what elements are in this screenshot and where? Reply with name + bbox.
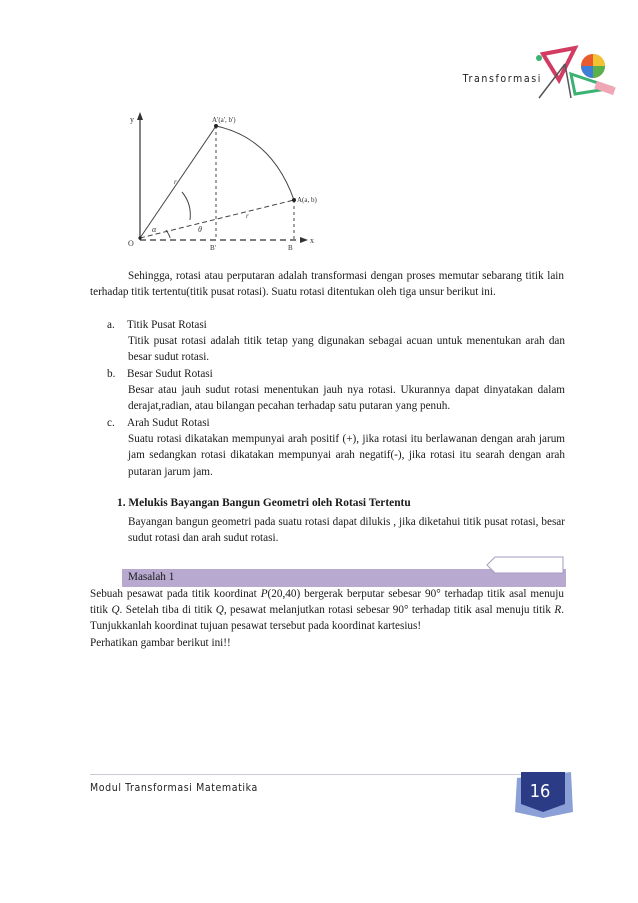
label-r1: r bbox=[174, 178, 177, 186]
item-description: Besar atau jauh sudut rotasi menentukan jauh nya rotasi. Ukurannya dapat dinyatakan dalam derajat,radian, atau bilangan pecahan terhadap satu putaran yang penuh. bbox=[128, 384, 565, 413]
label-r2: r bbox=[246, 212, 249, 220]
item-letter: c. bbox=[107, 417, 115, 429]
tab-arrow-shape bbox=[485, 555, 565, 575]
footer-divider bbox=[90, 774, 570, 775]
intro-paragraph: Sehingga, rotasi atau perputaran adalah transformasi dengan proses memutar sebarang titik lain terhadap titik tertentu(titik pusat rotasi). Suatu rotasi ditentukan oleh tiga unsur berikut ini. bbox=[90, 270, 564, 299]
math-tools-illustration bbox=[535, 44, 620, 100]
section-heading bbox=[117, 497, 411, 509]
label-a-prime: A'(a', b') bbox=[212, 116, 236, 124]
label-y: y bbox=[130, 115, 134, 124]
label-b: B bbox=[288, 244, 293, 252]
problem-text: . Tunjukkanlah koordinat tujuan pesawat tersebut pada koordinat kartesius! bbox=[90, 604, 564, 633]
label-alpha: α bbox=[152, 225, 157, 234]
problem-instruction: Perhatikan gambar berikut ini!! bbox=[90, 636, 231, 649]
label-b-prime: B' bbox=[210, 244, 216, 252]
section-heading-text: Melukis Bayangan Bangun Geometri oleh Rotasi Tertentu bbox=[128, 497, 411, 509]
list-item bbox=[107, 415, 567, 480]
problem-text: , pesawat melanjutkan rotasi sebesar 90° terhadap titik asal menuju titik bbox=[223, 604, 555, 617]
section-body: Bayangan bangun geometri pada suatu rotasi dapat dilukis , jika diketahui titik pusat rotasi, besar sudut rotasi dan arah sudut rotasi. bbox=[128, 516, 565, 545]
problem-text: . Setelah tiba di titik bbox=[119, 604, 216, 617]
item-title: Arah Sudut Rotasi bbox=[127, 417, 210, 429]
list-item bbox=[107, 366, 567, 415]
list-item bbox=[107, 317, 567, 366]
section-number: 1. bbox=[117, 497, 126, 509]
label-origin: O bbox=[128, 239, 134, 248]
problem-text: Sebuah pesawat pada titik koordinat bbox=[90, 588, 261, 600]
problem-paragraph bbox=[90, 586, 564, 651]
item-description: Suatu rotasi dikatakan mempunyai arah positif (+), jika rotasi itu berlawanan dengan arah jarum jam sedangkan rotasi dikatakan mempunyai arah negatif(-), jika rotasi itu searah dengan arah putaran jarum jam. bbox=[128, 433, 565, 478]
problem-text: (20,40) bergerak berputar sebesar 90° terhadap titik asal menuju titik bbox=[90, 588, 564, 617]
point-q: Q bbox=[111, 604, 120, 617]
footer-title: Modul Transformasi Matematika bbox=[90, 782, 258, 794]
masalah-label: Masalah 1 bbox=[128, 571, 175, 583]
item-description: Titik pusat rotasi adalah titik tetap yang digunakan sebagai acuan untuk menentukan arah dan besar sudut rotasi. bbox=[128, 335, 565, 364]
item-title: Besar Sudut Rotasi bbox=[127, 368, 213, 380]
item-title: Titik Pusat Rotasi bbox=[127, 319, 207, 331]
rotation-diagram bbox=[112, 108, 322, 258]
item-letter: a. bbox=[107, 319, 115, 331]
header-title: Transformasi bbox=[462, 73, 542, 85]
point-p: P bbox=[260, 588, 268, 600]
item-letter: b. bbox=[107, 368, 116, 380]
label-theta: θ bbox=[198, 225, 202, 234]
label-x: x bbox=[310, 236, 314, 245]
point-q: Q bbox=[215, 604, 224, 617]
label-a: A(a, b) bbox=[297, 196, 317, 204]
point-r: R bbox=[554, 604, 562, 617]
page-number: 16 bbox=[529, 781, 551, 802]
